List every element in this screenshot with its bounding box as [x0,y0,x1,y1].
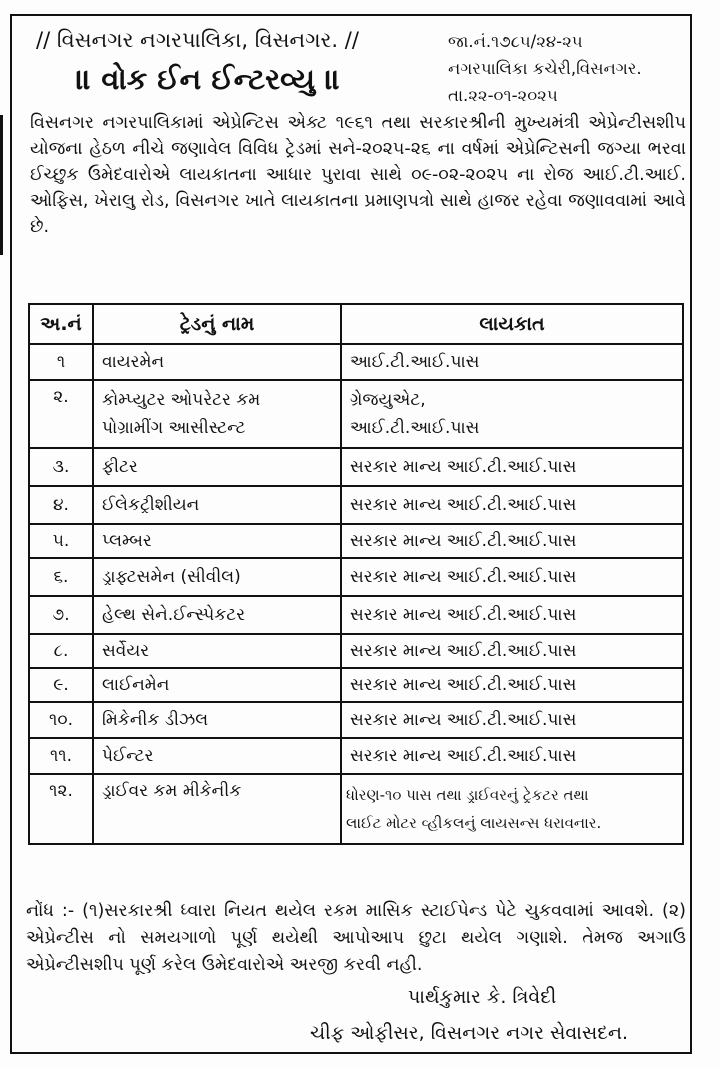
row-trade: મિકેનીક ડીઝલ [93,702,341,738]
row-trade: હેલ્થ સેને.ઈન્સ્પેકટર [93,596,341,634]
row-serial: ૧૦. [29,702,93,738]
signatory-designation: ચીફ ઓફીસર, વિસનગર નગર સેવાસદન. [310,1022,629,1044]
office-heading: // વિસનગર નગરપાલિકા, વિસનગર. // [36,28,359,52]
row-serial: ૧૧. [29,738,93,774]
signatory-name: પાર્થકુમાર કે. ત્રિવેદી [408,986,557,1008]
intro-paragraph: વિસનગર નગરપાલિકામાં એપ્રેન્ટિસ એક્ટ ૧૯૬૧ તથા સરકારશ્રીની મુખ્યમંત્રી એપ્રેન્ટીસશીપ યોજના હેઠળ નીચે જણાવેલ વિવિધ ટ્રેડમાં સને-૨૦૨૫-૨૬ ના વર્ષમાં એપ્રેન્ટિસની જગ્યા ભરવા ઈચ્છુક ઉમેદવારોએ લાયકાતના આધાર પુરાવા સાથે ૦૯-૦૨-૨૦૨૫ ના રોજ આઈ.ટી.આઈ. ઓફિસ, ખેરાલુ રોડ, વિસનગર ખાતે લાયકાતના પ્રમાણપત્રો સાથે હાજર રહેવા જણાવવામાં આવે છે. [30,113,686,237]
row-qualification: સરકાર માન્ય આઈ.ટી.આઈ.પાસ [341,738,683,774]
column-header-trade: ટ્રેડનું નામ [93,304,341,344]
row-qualification: સરકાર માન્ય આઈ.ટી.આઈ.પાસ [341,486,683,524]
row-serial: ૪. [29,486,93,524]
row-qualification: સરકાર માન્ય આઈ.ટી.આઈ.પાસ [341,558,683,596]
row-qualification: સરકાર માન્ય આઈ.ટી.આઈ.પાસ [341,668,683,702]
row-qualification: સરકાર માન્ય આઈ.ટી.આઈ.પાસ [341,524,683,558]
table-row [29,486,683,524]
table-row [29,448,683,486]
column-header-serial: અ.નં [29,304,93,344]
row-trade: સર્વેયર [93,634,341,668]
row-qualification: ધોરણ-૧૦ પાસ તથા ડ્રાઈવરનું ટ્રેકટર તથા લાઈટ મોટર વ્હીકલનું લાયસન્સ ધરાવનાર. [341,774,683,844]
table-header-row [29,304,683,344]
table-row [29,668,683,702]
row-trade: ફીટર [93,448,341,486]
table-row [29,634,683,668]
row-serial: ૮. [29,634,93,668]
row-serial: ૬. [29,558,93,596]
row-qualification: ગ્રેજયુએટ, આઈ.ટી.આઈ.પાસ [341,380,683,448]
row-trade: વાયરમેન [93,344,341,380]
row-trade: ડ્રાફ્ટસમેન (સીવીલ) [93,558,341,596]
row-qualification: સરકાર માન્ય આઈ.ટી.આઈ.પાસ [341,634,683,668]
reference-office: નગરપાલિકા કચેરી,વિસનગર. [448,59,642,78]
reference-number: જા.નં.૧૭૮૫/૨૪-૨૫ [448,32,583,51]
reference-date: તા.૨૨-૦૧-૨૦૨૫ [448,86,558,105]
notice-title: ॥ વોક ઈન ઈન્ટરવ્યુ ॥ [76,62,341,96]
row-trade: લાઈનમેન [93,668,341,702]
table-row [29,344,683,380]
row-qualification: આઈ.ટી.આઈ.પાસ [341,344,683,380]
row-serial: ૧૨. [29,774,93,844]
row-trade: ડ્રાઈવર કમ મીકેનીક [93,774,341,844]
table-row [29,524,683,558]
row-serial: ૧ [29,344,93,380]
row-serial: ૯. [29,668,93,702]
table-row [29,380,683,448]
table-row [29,774,683,844]
table-row [29,738,683,774]
row-serial: ૩. [29,448,93,486]
row-serial: ૭. [29,596,93,634]
row-qualification: સરકાર માન્ય આઈ.ટી.આઈ.પાસ [341,448,683,486]
row-serial: ૨. [29,380,93,448]
scan-edge-mark [0,115,3,255]
row-trade: પ્લમ્બર [93,524,341,558]
row-qualification: સરકાર માન્ય આઈ.ટી.આઈ.પાસ [341,596,683,634]
reference-block [448,28,642,109]
row-serial: ૫. [29,524,93,558]
note-paragraph: નોંધ :- (૧)સરકારશ્રી ધ્વારા નિયત થયેલ રકમ માસિક સ્ટાઈપેન્ડ પેટે ચુકવવામાં આવશે. (૨) એપ્રેન્ટીસ નો સમયગાળો પૂર્ણ થયેથી આપોઆપ છુટા થયેલ ગણાશે. તેમજ અગાઉ એપ્રેન્ટીસશીપ પૂર્ણ કરેલ ઉમેદવારોએ અરજી કરવી નહી. [26,901,686,975]
column-header-qualification: લાયકાત [341,304,683,344]
table-row [29,558,683,596]
row-qualification: સરકાર માન્ય આઈ.ટી.આઈ.પાસ [341,702,683,738]
table-row [29,596,683,634]
row-trade: પેઈન્ટર [93,738,341,774]
trades-table [28,303,684,845]
row-trade: કોમ્પ્યુટર ઓપરેટર કમ પોગ્રામીંગ આસીસ્ટન્ટ [93,380,341,448]
table-row [29,702,683,738]
row-trade: ઈલેકટ્રીશીયન [93,486,341,524]
